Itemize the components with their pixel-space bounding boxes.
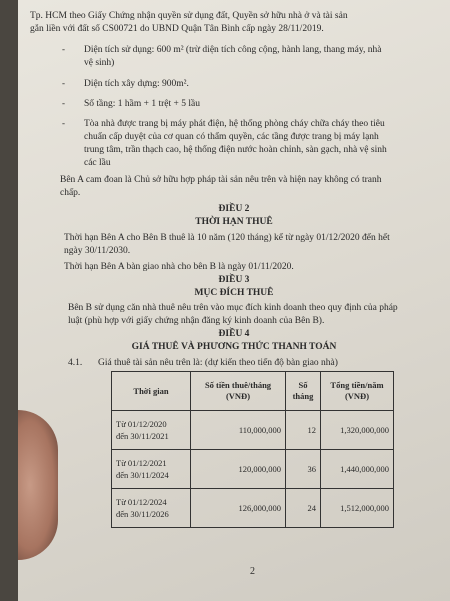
header-period: Thời gian xyxy=(112,372,191,411)
bullet-dash: - xyxy=(62,118,65,128)
article-3-line-2: luật (phù hợp với giấy chứng nhận đăng ký kinh doanh của Bên B). xyxy=(68,316,325,326)
period-cell xyxy=(112,450,191,489)
months-cell: 36 xyxy=(286,450,321,489)
months-cell: 24 xyxy=(286,489,321,528)
article-4-heading: ĐIỀU 4 xyxy=(218,329,250,339)
period-cell xyxy=(112,411,191,450)
article-2-paragraph-1-line-1: Thời hạn Bên A cho Bên B thuê là 10 năm (120 tháng) kể từ ngày 01/12/2020 đến hết xyxy=(64,233,390,243)
table-header-row xyxy=(112,372,394,411)
period-to: đến 30/11/2021 xyxy=(116,431,169,441)
header-monthly: Số tiền thuê/tháng (VNĐ) xyxy=(191,372,286,411)
bullet-1-line-1: Diện tích sử dụng: 600 m² (trừ diện tích công cộng, hành lang, thang máy, nhà xyxy=(84,45,382,55)
bullet-4-line-4: các lầu xyxy=(84,158,111,168)
bullet-dash: - xyxy=(62,78,65,88)
article-3-heading: ĐIỀU 3 xyxy=(218,275,250,285)
document-page xyxy=(18,0,450,601)
monthly-cell: 120,000,000 xyxy=(191,450,286,489)
bullet-4-line-2: chuẩn cấp duyệt của cơ quan có thẩm quyền, các tầng được trang bị máy lạnh xyxy=(84,132,379,142)
bullet-4-line-1: Tòa nhà được trang bị máy phát điện, hệ thống phòng cháy chữa cháy theo tiêu xyxy=(84,119,385,129)
header-months: Số tháng xyxy=(286,372,321,411)
article-2-heading: ĐIỀU 2 xyxy=(218,204,250,214)
bullet-2-line-1: Diện tích xây dựng: 900m². xyxy=(84,79,189,89)
table-row xyxy=(112,411,394,450)
intro-line-1: Tp. HCM theo Giấy Chứng nhận quyền sử dụng đất, Quyền sở hữu nhà ở và tài sản xyxy=(30,11,348,21)
monthly-cell: 110,000,000 xyxy=(191,411,286,450)
total-cell: 1,440,000,000 xyxy=(321,450,394,489)
article-3-title: MỤC ĐÍCH THUÊ xyxy=(194,288,274,298)
bullet-1-line-2: vệ sinh) xyxy=(84,58,115,68)
header-total: Tổng tiền/năm (VNĐ) xyxy=(321,372,394,411)
article-2-title: THỜI HẠN THUÊ xyxy=(195,217,273,227)
article-2-paragraph-1-line-2: ngày 30/11/2030. xyxy=(64,246,131,256)
article-4-title: GIÁ THUÊ VÀ PHƯƠNG THỨC THANH TOÁN xyxy=(131,342,337,352)
period-from: Từ 01/12/2024 xyxy=(116,497,167,507)
bullet-3-line-1: Số tầng: 1 hầm + 1 trệt + 5 lầu xyxy=(84,99,200,109)
table-row xyxy=(112,450,394,489)
period-to: đến 30/11/2024 xyxy=(116,470,169,480)
page-number: 2 xyxy=(250,566,255,577)
intro-line-2: gắn liền với đất số CS00721 do UBND Quận Tân Bình cấp ngày 28/11/2019. xyxy=(30,24,324,34)
clause-number: 4.1. xyxy=(68,358,83,368)
monthly-cell: 126,000,000 xyxy=(191,489,286,528)
total-cell: 1,320,000,000 xyxy=(321,411,394,450)
thumb-holding-page xyxy=(18,410,58,560)
commitment-line-1: Bên A cam đoan là Chủ sở hữu hợp pháp tài sản nêu trên và hiện nay không có tranh xyxy=(60,175,382,185)
months-cell: 12 xyxy=(286,411,321,450)
period-to: đến 30/11/2026 xyxy=(116,509,169,519)
bullet-4-line-3: trung tâm, trần thạch cao, hệ thống điện nước hoàn chỉnh, sàn gạch, nhà vệ sinh xyxy=(84,145,387,155)
table-row xyxy=(112,489,394,528)
period-from: Từ 01/12/2020 xyxy=(116,419,167,429)
total-cell: 1,512,000,000 xyxy=(321,489,394,528)
period-cell xyxy=(112,489,191,528)
bullet-dash: - xyxy=(62,98,65,108)
rent-table xyxy=(111,371,394,528)
bullet-dash: - xyxy=(62,44,65,54)
article-2-paragraph-2: Thời hạn Bên A bàn giao nhà cho bên B là ngày 01/11/2020. xyxy=(64,262,294,272)
article-3-line-1: Bên B sử dụng căn nhà thuê nêu trên vào mục đích kinh doanh theo quy định của pháp xyxy=(68,303,398,313)
commitment-line-2: chấp. xyxy=(60,188,81,198)
period-from: Từ 01/12/2021 xyxy=(116,458,167,468)
clause-text: Giá thuê tài sản nêu trên là: (dự kiến theo tiến độ bàn giao nhà) xyxy=(98,358,338,368)
